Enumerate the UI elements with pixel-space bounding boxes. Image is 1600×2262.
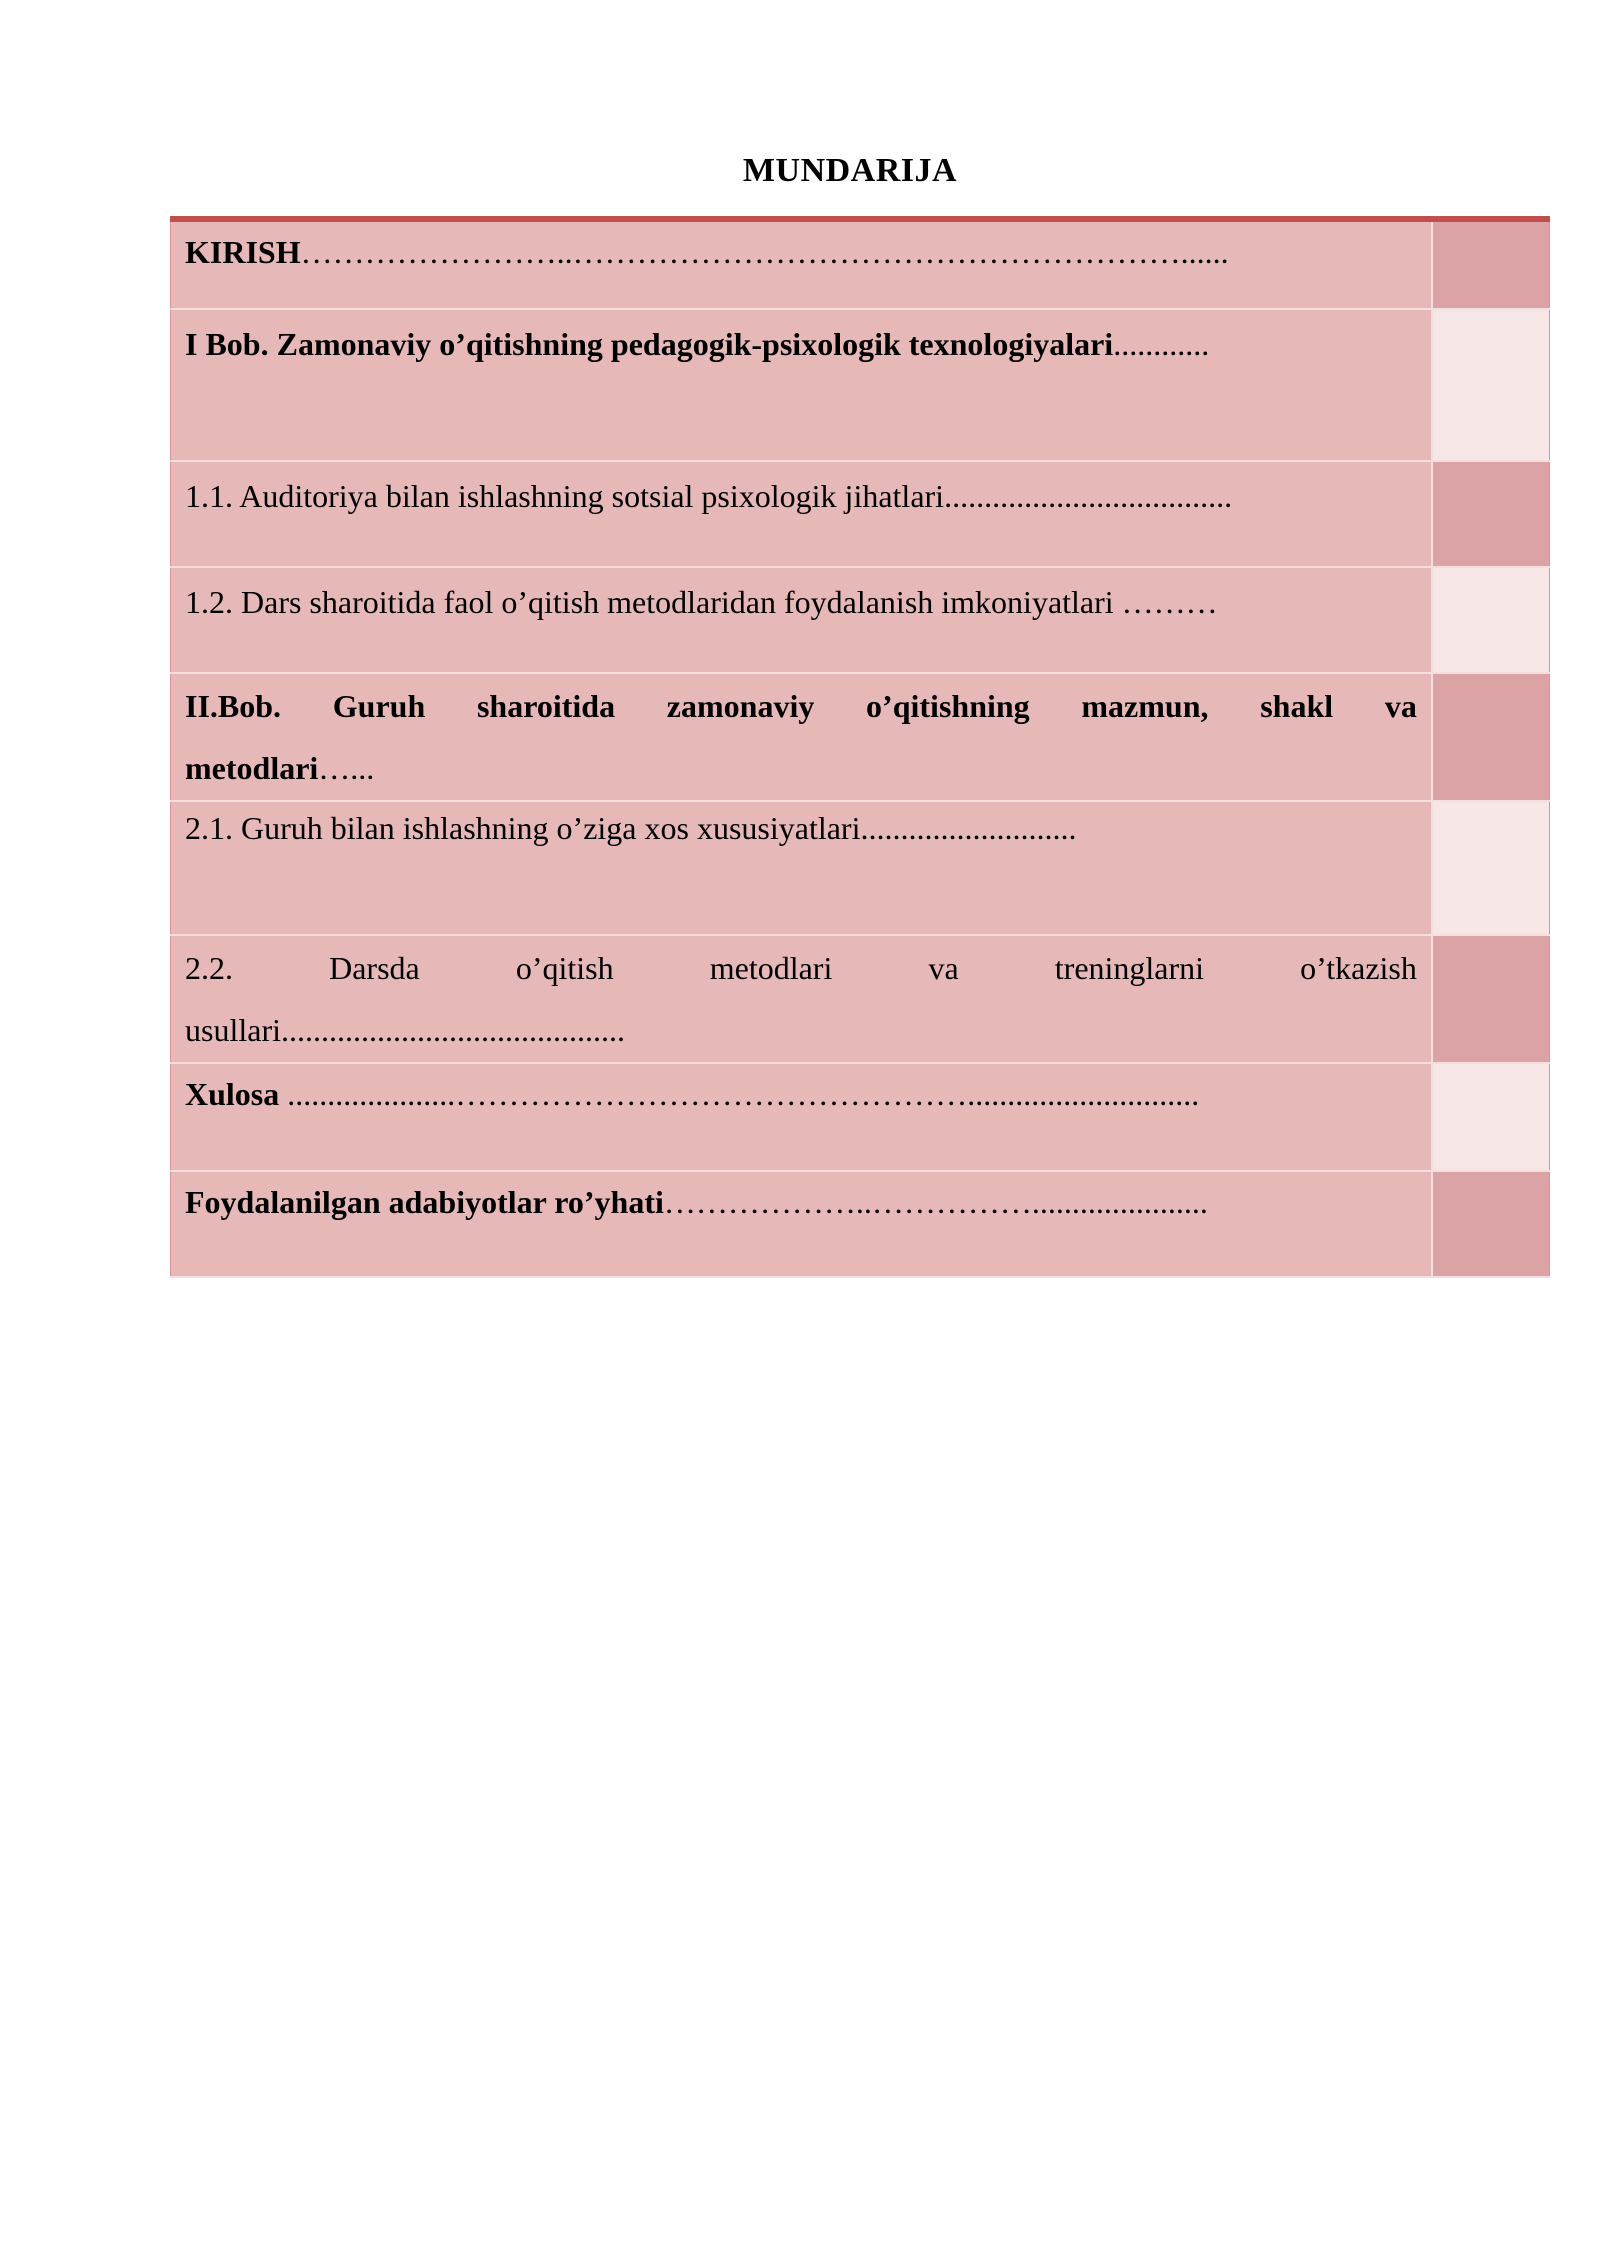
toc-row-1-2 [171,567,1550,673]
toc-entry-title: I Bob. Zamonaviy o’qitishning pedagogik-psixologik texnologiyalari [185,326,1114,362]
toc-entry-leader: ……………………..…………………………………………………...... [300,234,1229,270]
toc-entry-title-line2: usullari [185,1012,281,1048]
toc-entry-leader: ............ [1113,326,1210,362]
toc-entry-title: Xulosa [185,1076,280,1112]
toc-entry[interactable] [171,567,1432,673]
toc-entry-title: 2.1. Guruh bilan ishlashning o’ziga xos xususiyatlari [185,810,861,846]
toc-entry[interactable] [171,801,1432,935]
toc-row-2-2 [171,935,1550,1063]
toc-entry-leader: ........................... [860,810,1077,846]
toc-page-number-cell [1432,309,1550,461]
toc-row-1-1 [171,461,1550,567]
toc-row-chapter-1 [171,309,1550,461]
toc-entry[interactable] [171,219,1432,309]
toc-entry-title: 1.2. Dars sharoitida faol o’qitish metodlaridan foydalanish imkoniyatlari [185,584,1114,620]
toc-entry-title-line2: metodlari [185,750,319,786]
toc-entry-title: Foydalanilgan adabiyotlar ro’yhati [185,1184,664,1220]
toc-entry[interactable] [171,1171,1432,1277]
toc-page-number-cell [1432,801,1550,935]
toc-page-number-cell [1432,935,1550,1063]
toc-entry[interactable] [171,935,1432,1063]
toc-entry-leader: ........................................... [280,1012,625,1048]
toc-page-number-cell [1432,1171,1550,1277]
toc-row-chapter-2 [171,673,1550,801]
toc-page-number-cell [1432,219,1550,309]
toc-entry-leader: …... [318,750,375,786]
toc-row-xulosa [171,1063,1550,1171]
toc-entry[interactable] [171,461,1432,567]
toc-entry[interactable] [171,1063,1432,1171]
table-of-contents [170,216,1550,1278]
toc-entry-title: 1.1. Auditoriya bilan ishlashning sotsial psixologik jihatlari [185,478,945,514]
toc-entry-leader: .................................... [944,478,1233,514]
toc-row-2-1 [171,801,1550,935]
toc-page-number-cell [1432,673,1550,801]
toc-entry[interactable] [171,309,1432,461]
toc-entry-title: KIRISH [185,234,301,270]
toc-entry-title-line1: II.Bob. Guruh sharoitida zamonaviy o’qitishning mazmun, shakl va [185,688,1417,724]
toc-page-number-cell [1432,1063,1550,1171]
toc-entry-leader: .....................…………………………………………............................. [279,1076,1200,1112]
toc-entry-title-line1: 2.2. Darsda o’qitish metodlari va treninglarni o’tkazish [185,950,1417,986]
toc-row-foydalanilgan-adabiyotlar [171,1171,1550,1277]
toc-page-number-cell [1432,567,1550,673]
toc-row-kirish [171,219,1550,309]
toc-entry-leader: ……… [1121,584,1218,620]
page-title: MUNDARIJA [742,152,958,189]
toc-page-number-cell [1432,461,1550,567]
toc-entry-leader: ………………..……………...................... [663,1184,1208,1220]
toc-entry[interactable] [171,673,1432,801]
